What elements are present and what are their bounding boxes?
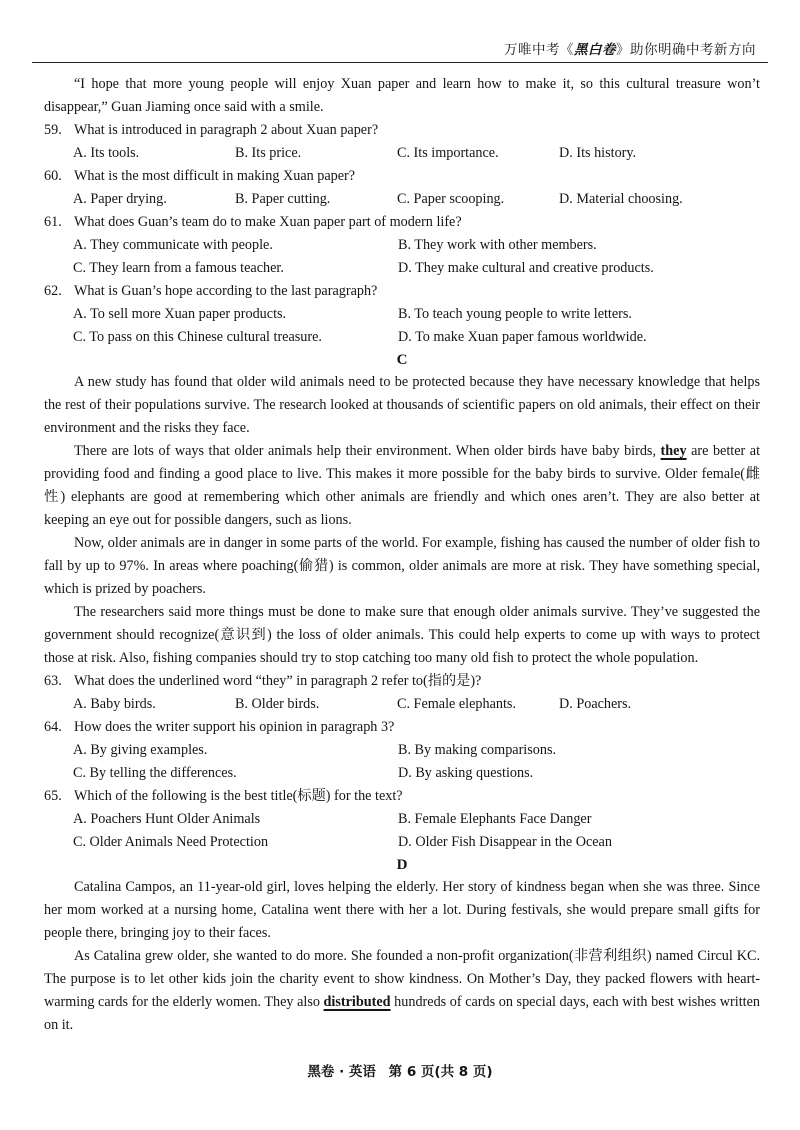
question-number: 65. <box>44 788 62 804</box>
option-d: D. Its history. <box>559 145 637 161</box>
option-a: A. To sell more Xuan paper products. <box>73 306 287 322</box>
option-d: D. They make cultural and creative products. <box>398 260 654 276</box>
question-number: 61. <box>44 214 62 230</box>
underlined-word-distributed: distributed <box>323 994 391 1010</box>
page-content <box>44 73 760 1037</box>
question-number: 59. <box>44 122 62 138</box>
underlined-word-they: they <box>660 443 687 459</box>
option-b: B. They work with other members. <box>398 237 597 253</box>
option-d: D. Older Fish Disappear in the Ocean <box>398 834 612 850</box>
paragraph-text: There are lots of ways that older animals help their environment. When older birds have baby birds, <box>74 443 661 459</box>
section-d-title: D <box>396 857 408 873</box>
option-a: A. Paper drying. <box>73 191 167 207</box>
question-text: What does the underlined word “they” in paragraph 2 refer to(指的是)? <box>74 673 482 689</box>
option-c: C. Older Animals Need Protection <box>73 834 269 850</box>
question-text: Which of the following is the best title(标题) for the text? <box>74 788 403 804</box>
page-footer <box>0 1060 800 1080</box>
option-b: B. To teach young people to write letters. <box>398 306 632 322</box>
option-a: A. Baby birds. <box>73 696 156 712</box>
question-text: What is introduced in paragraph 2 about Xuan paper? <box>74 122 379 138</box>
question-number: 62. <box>44 283 62 299</box>
paragraph-text: hundreds of cards on special days, each with best wishes written on it. <box>44 994 760 1033</box>
question-text: What does Guan’s team do to make Xuan paper part of modern life? <box>74 214 462 230</box>
question-63 <box>44 670 760 716</box>
section-d-paragraph-2 <box>44 945 760 1037</box>
question-text: What is the most difficult in making Xuan paper? <box>74 168 356 184</box>
option-b: B. By making comparisons. <box>398 742 557 758</box>
section-c-title: C <box>396 352 408 368</box>
footer-subject: 黑卷 · 英语 <box>307 1064 376 1080</box>
option-a: A. By giving examples. <box>73 742 208 758</box>
option-a: A. They communicate with people. <box>73 237 273 253</box>
question-61 <box>44 211 760 280</box>
header-prefix: 万唯中考《 <box>504 42 574 58</box>
section-c-paragraph-3: Now, older animals are in danger in some parts of the world. For example, fishing has caused the number of older fish to fall by up to 97%. In areas where poaching(偷猎) is common, older animals are more at risk. They have something special, which is prized by poachers. <box>44 535 760 597</box>
header-suffix: 》助你明确中考新方向 <box>616 42 756 58</box>
option-d: D. Material choosing. <box>559 191 683 207</box>
option-c: C. Its importance. <box>397 145 499 161</box>
option-c: C. They learn from a famous teacher. <box>73 260 284 276</box>
question-59 <box>44 119 760 165</box>
section-c-paragraph-2 <box>44 440 760 532</box>
page-header <box>504 38 756 58</box>
paragraph-text: As Catalina grew older, she wanted to do more. She founded a non-profit organization(非营利组织) named Circul KC. The purpose is to let other kids join the charity event to show kindness. On Mother’s Day, they packed flowers with heart-warming cards for the elderly women. They also <box>44 948 760 1010</box>
footer-page-number: 第 6 页(共 8 页) <box>388 1064 493 1080</box>
option-c: C. Paper scooping. <box>397 191 505 207</box>
question-number: 60. <box>44 168 62 184</box>
option-b: B. Paper cutting. <box>235 191 331 207</box>
option-a: A. Poachers Hunt Older Animals <box>73 811 261 827</box>
section-c-paragraph-4: The researchers said more things must be done to make sure that enough older animals survive. They’ve suggested the government should recognize(意识到) the loss of older animals. This could help experts to come up with ways to protect those at risk. Also, fishing companies should try to stop catching too many old fish to protect the whole population. <box>44 604 760 666</box>
option-d: D. To make Xuan paper famous worldwide. <box>398 329 647 345</box>
question-64 <box>44 716 760 785</box>
option-b: B. Older birds. <box>235 696 320 712</box>
section-c-paragraph-1: A new study has found that older wild animals need to be protected because they have necessary knowledge that helps the rest of their populations survive. The research looked at thousands of scientific papers on old animals, their effect on their environment and the risks they face. <box>44 374 760 436</box>
option-d: D. Poachers. <box>559 696 632 712</box>
question-number: 64. <box>44 719 62 735</box>
question-62 <box>44 280 760 349</box>
question-number: 63. <box>44 673 62 689</box>
option-c: C. By telling the differences. <box>73 765 237 781</box>
option-b: B. Its price. <box>235 145 302 161</box>
section-d-paragraph-1: Catalina Campos, an 11-year-old girl, loves helping the elderly. Her story of kindness began when she was three. Since her mom worked at a nursing home, Catalina went there with her a lot. During festivals, she would prepare small gifts for people there, bringing joy to their faces. <box>44 879 760 941</box>
option-c: C. Female elephants. <box>397 696 516 712</box>
question-text: How does the writer support his opinion in paragraph 3? <box>74 719 395 735</box>
intro-paragraph: “I hope that more young people will enjoy Xuan paper and learn how to make it, so this cultural treasure won’t disappear,” Guan Jiaming once said with a smile. <box>44 76 760 115</box>
paragraph-text: are better at providing food and finding a good place to live. This makes it more possible for the baby birds to survive. Older female(雌性) elephants are good at remembering which other animals are friendly and which ones aren’t. They are also better at keeping an eye out for possible dangers, such as lions. <box>44 443 761 528</box>
header-brand: 黑白卷 <box>574 42 616 58</box>
option-c: C. To pass on this Chinese cultural treasure. <box>73 329 322 345</box>
option-b: B. Female Elephants Face Danger <box>398 811 592 827</box>
question-60 <box>44 165 760 211</box>
header-rule <box>32 62 768 63</box>
question-65 <box>44 785 760 854</box>
option-d: D. By asking questions. <box>398 765 534 781</box>
question-text: What is Guan’s hope according to the last paragraph? <box>74 283 378 299</box>
option-a: A. Its tools. <box>73 145 140 161</box>
